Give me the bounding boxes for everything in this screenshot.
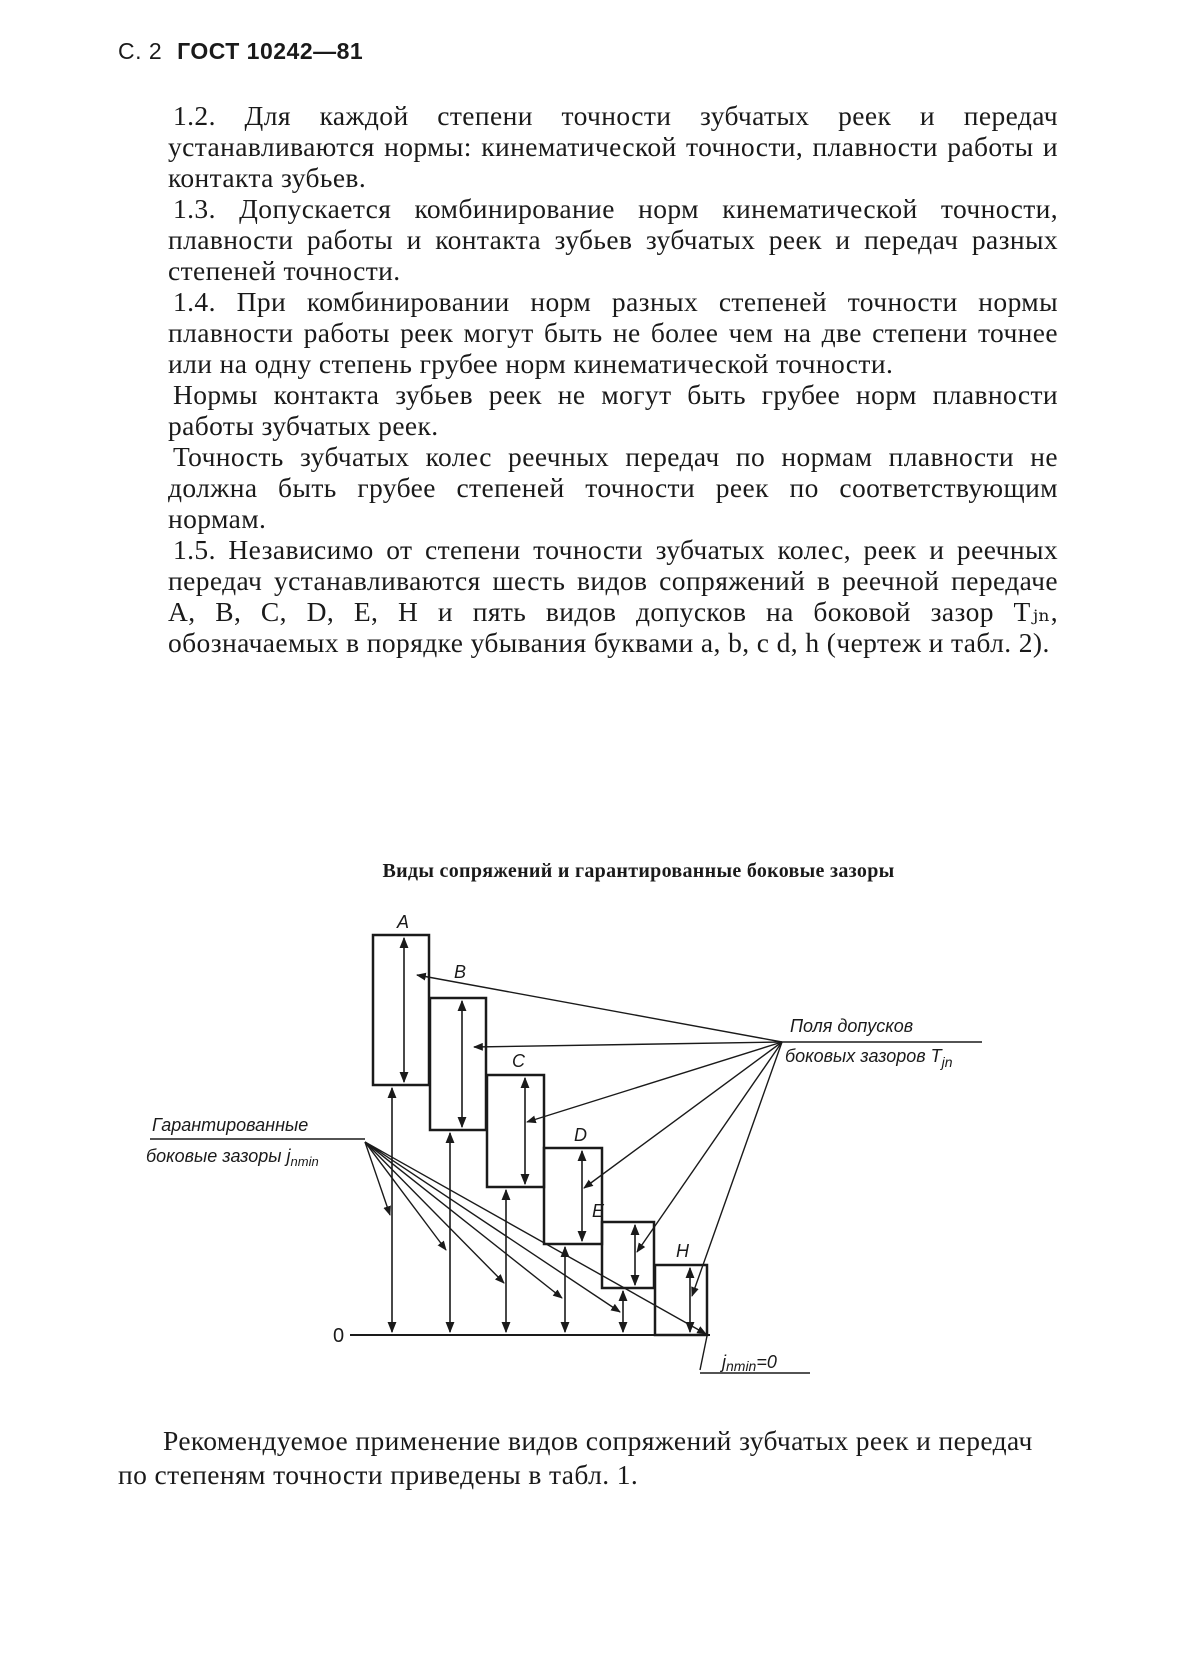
bottom-text bbox=[118, 1424, 1058, 1492]
figure-title: Виды сопряжений и гарантированные боковые зазоры bbox=[382, 860, 895, 882]
label-e: E bbox=[592, 1201, 605, 1221]
label-c: C bbox=[512, 1051, 525, 1071]
paragraph-1-3: 1.3. Допускается комбинирование норм кинематической точности, плавности работы и контакта зубьев зубчатых реек и передач разных степеней точности. bbox=[168, 193, 1058, 286]
label-tolerance-text: боковых зазоров T bbox=[785, 1046, 942, 1066]
label-tolerance-line1: Поля допусков bbox=[790, 1016, 914, 1036]
label-b: B bbox=[454, 962, 467, 982]
standard-number: ГОСТ 10242—81 bbox=[177, 38, 364, 64]
label-tolerance-line2 bbox=[785, 1046, 953, 1070]
label-d: D bbox=[574, 1125, 587, 1145]
recommendation-paragraph: Рекомендуемое применение видов сопряжений зубчатых реек и передач по степеням точности приведены в табл. 1. bbox=[118, 1425, 1033, 1490]
label-jnmin-sub: nmin bbox=[726, 1358, 757, 1374]
box-a bbox=[373, 935, 429, 1085]
label-jnmin bbox=[719, 1352, 777, 1374]
page-number: С. 2 bbox=[118, 38, 163, 64]
box-b bbox=[430, 998, 486, 1130]
label-guaranteed-sub: nmin bbox=[290, 1154, 319, 1169]
paragraph-contact: Нормы контакта зубьев реек не могут быть грубее норм плавности работы зубчатых реек. bbox=[168, 379, 1058, 441]
label-tolerance-sub: jn bbox=[941, 1054, 953, 1070]
box-e bbox=[602, 1222, 654, 1288]
box-c bbox=[487, 1075, 544, 1187]
label-guaranteed-text: боковые зазоры j bbox=[146, 1146, 291, 1166]
box-d bbox=[544, 1148, 602, 1244]
label-guaranteed-line1: Гарантированные bbox=[152, 1115, 309, 1135]
label-jnmin-j: j bbox=[722, 1352, 726, 1372]
paragraph-wheels: Точность зубчатых колес реечных передач по нормам плавности не должна быть грубее степеней точности реек по соответствующим нормам. bbox=[168, 441, 1058, 534]
label-guaranteed-line2 bbox=[146, 1146, 319, 1169]
label-a: A bbox=[397, 912, 410, 932]
paragraph-1-4: 1.4. При комбинировании норм разных степеней точности нормы плавности работы реек могут быть не более чем на две степени точнее или на одну степень грубее норм кинематической точности. bbox=[168, 286, 1058, 379]
label-h: H bbox=[676, 1241, 689, 1261]
label-jnmin-value: =0 bbox=[756, 1352, 777, 1372]
label-zero: 0 bbox=[333, 1325, 345, 1347]
paragraph-1-2: 1.2. Для каждой степени точности зубчатых реек и передач устанавливаются нормы: кинематической точности, плавности работы и контакта зубьев. bbox=[168, 100, 1058, 193]
paragraph-1-5: 1.5. Независимо от степени точности зубчатых колес, реек и реечных передач устанавливаются шесть видов сопряжений в реечной передаче А, В, С, D, Е, Н и пять видов допусков на боковой зазор Tⱼₙ, обозначаемых в порядке убывания буквами a, b, c d, h (чертеж и табл. 2). bbox=[168, 534, 1058, 658]
